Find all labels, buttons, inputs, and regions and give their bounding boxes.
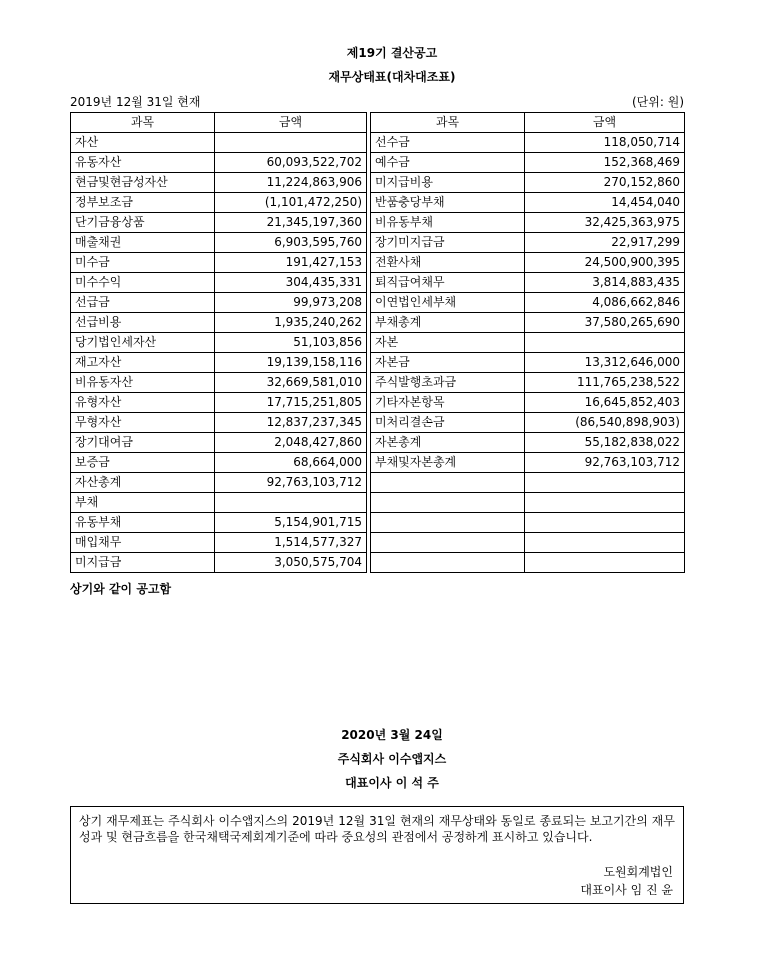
right-amount-cell: [525, 493, 685, 513]
right-amount-cell: 14,454,040: [525, 193, 685, 213]
left-amount-cell: 32,669,581,010: [215, 373, 367, 393]
right-amount-cell: 3,814,883,435: [525, 273, 685, 293]
left-item-cell: 유형자산: [71, 393, 215, 413]
left-item-cell: 정부보조금: [71, 193, 215, 213]
right-amount-cell: 55,182,838,022: [525, 433, 685, 453]
right-item-cell: 기타자본항목: [371, 393, 525, 413]
left-amount-cell: 304,435,331: [215, 273, 367, 293]
ceo-name: 대표이사 이 석 주: [345, 776, 439, 790]
right-item-cell: 전환사채: [371, 253, 525, 273]
audit-opinion-text: 상기 재무제표는 주식회사 이수앱지스의 2019년 12월 31일 현재의 재무상태와 동일로 종료되는 보고기간의 재무성과 및 현금흐름을 한국채택국제회계기준에 따라 중요성의 관점에서 공정하게 표시하고 있습니다.: [79, 814, 675, 844]
table-row: [71, 193, 685, 213]
left-item-cell: 매출채권: [71, 233, 215, 253]
left-item-cell: 부채: [71, 493, 215, 513]
table-row: [71, 533, 685, 553]
column-header-amount-left: 금액: [215, 113, 367, 133]
left-amount-cell: 17,715,251,805: [215, 393, 367, 413]
left-item-cell: 무형자산: [71, 413, 215, 433]
table-row: [71, 513, 685, 533]
left-item-cell: 유동자산: [71, 153, 215, 173]
left-amount-cell: 11,224,863,906: [215, 173, 367, 193]
table-row: [71, 273, 685, 293]
right-item-cell: [371, 493, 525, 513]
left-item-cell: 선급비용: [71, 313, 215, 333]
right-item-cell: [371, 473, 525, 493]
left-item-cell: 당기법인세자산: [71, 333, 215, 353]
right-item-cell: [371, 553, 525, 573]
left-amount-cell: 60,093,522,702: [215, 153, 367, 173]
left-item-cell: 선급금: [71, 293, 215, 313]
right-item-cell: 선수금: [371, 133, 525, 153]
table-row: [71, 473, 685, 493]
left-item-cell: 자산: [71, 133, 215, 153]
left-amount-cell: 3,050,575,704: [215, 553, 367, 573]
left-amount-cell: [215, 493, 367, 513]
left-item-cell: 현금및현금성자산: [71, 173, 215, 193]
right-amount-cell: 152,368,469: [525, 153, 685, 173]
right-amount-cell: [525, 333, 685, 353]
table-row: [71, 233, 685, 253]
right-item-cell: 미지급비용: [371, 173, 525, 193]
report-date: 2019년 12월 31일 현재: [70, 95, 201, 109]
right-item-cell: 자본: [371, 333, 525, 353]
table-row: [71, 133, 685, 153]
table-row: [71, 553, 685, 573]
left-item-cell: 장기대여금: [71, 433, 215, 453]
right-amount-cell: 118,050,714: [525, 133, 685, 153]
left-item-cell: 미수수익: [71, 273, 215, 293]
right-amount-cell: [525, 473, 685, 493]
left-amount-cell: 99,973,208: [215, 293, 367, 313]
table-row: [71, 153, 685, 173]
right-item-cell: 자본총계: [371, 433, 525, 453]
left-amount-cell: 1,514,577,327: [215, 533, 367, 553]
right-item-cell: 반품충당부채: [371, 193, 525, 213]
table-row: [71, 313, 685, 333]
left-item-cell: 매입채무: [71, 533, 215, 553]
right-amount-cell: 13,312,646,000: [525, 353, 685, 373]
table-body: [71, 133, 685, 573]
right-item-cell: 퇴직급여채무: [371, 273, 525, 293]
left-amount-cell: 6,903,595,760: [215, 233, 367, 253]
left-item-cell: 단기금융상품: [71, 213, 215, 233]
left-amount-cell: 21,345,197,360: [215, 213, 367, 233]
left-item-cell: 유동부채: [71, 513, 215, 533]
document-subtitle: 재무상태표(대차대조표): [328, 70, 456, 84]
table-row: [71, 453, 685, 473]
right-item-cell: 부채총계: [371, 313, 525, 333]
auditor-ceo-name: 대표이사 임 진 윤: [580, 883, 673, 897]
column-header-item-left: 과목: [71, 113, 215, 133]
right-item-cell: 자본금: [371, 353, 525, 373]
table-header-row: [71, 113, 685, 133]
table-row: [71, 433, 685, 453]
right-amount-cell: 4,086,662,846: [525, 293, 685, 313]
table-row: [71, 293, 685, 313]
right-item-cell: 주식발행초과금: [371, 373, 525, 393]
auditor-signature: [580, 863, 673, 899]
right-amount-cell: 92,763,103,712: [525, 453, 685, 473]
notice-date: 2020년 3월 24일: [341, 728, 443, 742]
right-item-cell: [371, 533, 525, 553]
right-item-cell: 장기미지급금: [371, 233, 525, 253]
right-item-cell: 예수금: [371, 153, 525, 173]
right-amount-cell: 22,917,299: [525, 233, 685, 253]
right-amount-cell: 111,765,238,522: [525, 373, 685, 393]
left-amount-cell: [215, 133, 367, 153]
left-amount-cell: 12,837,237,345: [215, 413, 367, 433]
table-row: [71, 253, 685, 273]
right-amount-cell: 270,152,860: [525, 173, 685, 193]
company-name: 주식회사 이수앱지스: [337, 752, 447, 766]
right-amount-cell: [525, 513, 685, 533]
right-item-cell: 이연법인세부채: [371, 293, 525, 313]
left-item-cell: 비유동자산: [71, 373, 215, 393]
table-row: [71, 353, 685, 373]
left-amount-cell: 68,664,000: [215, 453, 367, 473]
right-amount-cell: (86,540,898,903): [525, 413, 685, 433]
left-item-cell: 보증금: [71, 453, 215, 473]
left-amount-cell: 5,154,901,715: [215, 513, 367, 533]
column-header-amount-right: 금액: [525, 113, 685, 133]
notice-text: 상기와 같이 공고함: [70, 582, 172, 596]
audit-firm-name: 도원회계법인: [603, 865, 673, 879]
table-row: [71, 393, 685, 413]
left-amount-cell: (1,101,472,250): [215, 193, 367, 213]
left-item-cell: 자산총계: [71, 473, 215, 493]
table-row: [71, 173, 685, 193]
right-item-cell: [371, 513, 525, 533]
left-amount-cell: 19,139,158,116: [215, 353, 367, 373]
table-row: [71, 333, 685, 353]
right-amount-cell: [525, 533, 685, 553]
right-item-cell: 미처리결손금: [371, 413, 525, 433]
table-row: [71, 413, 685, 433]
right-amount-cell: 16,645,852,403: [525, 393, 685, 413]
right-amount-cell: [525, 553, 685, 573]
table-row: [71, 493, 685, 513]
right-item-cell: 부채및자본총계: [371, 453, 525, 473]
left-amount-cell: 191,427,153: [215, 253, 367, 273]
column-header-item-right: 과목: [371, 113, 525, 133]
left-amount-cell: 1,935,240,262: [215, 313, 367, 333]
document-title: 제19기 결산공고: [346, 46, 438, 60]
right-amount-cell: 32,425,363,975: [525, 213, 685, 233]
left-amount-cell: 51,103,856: [215, 333, 367, 353]
right-amount-cell: 37,580,265,690: [525, 313, 685, 333]
left-amount-cell: 92,763,103,712: [215, 473, 367, 493]
right-item-cell: 비유동부채: [371, 213, 525, 233]
left-item-cell: 미지급금: [71, 553, 215, 573]
left-amount-cell: 2,048,427,860: [215, 433, 367, 453]
left-item-cell: 재고자산: [71, 353, 215, 373]
right-amount-cell: 24,500,900,395: [525, 253, 685, 273]
audit-opinion-box: [70, 806, 684, 904]
balance-sheet-table: [70, 112, 685, 573]
currency-unit: (단위: 원): [632, 95, 684, 109]
table-row: [71, 373, 685, 393]
left-item-cell: 미수금: [71, 253, 215, 273]
table-row: [71, 213, 685, 233]
